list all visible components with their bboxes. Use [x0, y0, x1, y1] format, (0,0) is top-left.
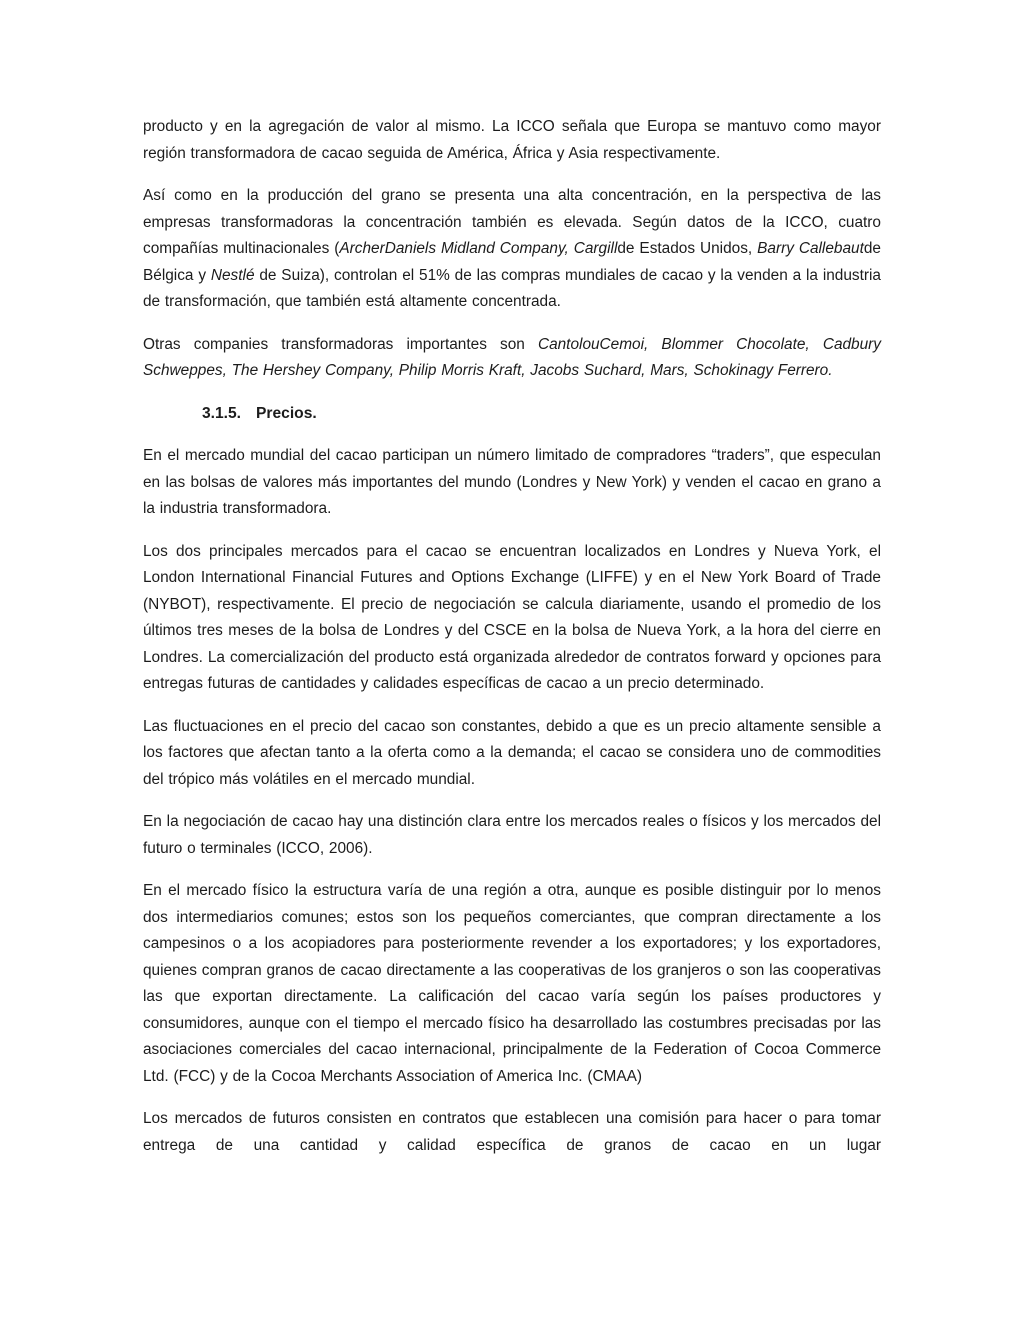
paragraph-8	[143, 878, 881, 1090]
paragraph-4	[143, 443, 881, 523]
paragraph-5	[143, 539, 881, 698]
paragraph-2-run-0: Así como en la producción del grano se presenta una alta concentración, en la perspectiva de las empresas transformadoras la concentración también es elevada. Según datos de la ICCO, cuatro compañías multinacionales (	[143, 187, 881, 257]
paragraph-4-text: En el mercado mundial del cacao participan un número limitado de compradores “traders”, que especulan en las bolsas de valores más importantes del mundo (Londres y New York) y venden el cacao en grano a la industria transformadora.	[143, 447, 881, 517]
paragraph-3-run-0: Otras companies transformadoras importantes son	[143, 335, 538, 353]
paragraph-3	[143, 332, 881, 385]
paragraph-9-text: Los mercados de futuros consisten en contratos que establecen una comisión para hacer o para tomar entrega de una cantidad y calidad específica de granos de cacao en un lugar	[143, 1110, 881, 1154]
paragraph-7-text: En la negociación de cacao hay una distinción clara entre los mercados reales o físicos y los mercados del futuro o terminales (ICCO, 2006).	[143, 813, 881, 857]
section-heading-title: Precios.	[256, 404, 317, 422]
paragraph-2-run-6: de Suiza), controlan el 51% de las compras mundiales de cacao y la venden a la industria de transformación, que también está altamente concentrada.	[143, 266, 881, 310]
paragraph-2-run-3-italic: Barry Callebaut	[757, 240, 864, 257]
paragraph-2-run-2: de Estados Unidos,	[617, 240, 758, 257]
section-heading-number: 3.1.5.	[202, 404, 242, 422]
paragraph-3-run-1-italic: CantolouCemoi, Blommer Chocolate, Cadbury Schweppes, The Hershey Company, Philip Morris Kraft, Jacobs Suchard, Mars, Schokinagy Ferrero.	[143, 335, 881, 379]
paragraph-6-text: Las fluctuaciones en el precio del cacao son constantes, debido a que es un precio altamente sensible a los factores que afectan tanto a la oferta como a la demanda; el cacao se considera uno de commodities del trópico más volátiles en el mercado mundial.	[143, 717, 881, 788]
paragraph-2-run-4: de Bélgica y	[143, 240, 881, 284]
paragraph-2	[143, 183, 881, 316]
paragraph-9	[143, 1106, 881, 1159]
paragraph-6	[143, 714, 881, 794]
paragraph-8-text: En el mercado físico la estructura varía de una región a otra, aunque es posible distinguir por lo menos dos intermediarios comunes; estos son los pequeños comerciantes, que compran directamente a los campesinos o a los acopiadores para posteriormente revender a los exportadores; y los exportadores, quienes compran granos de cacao directamente a las cooperativas de los granjeros o son las cooperativas las que exportan directamente. La calificación del cacao varía según los países productores y consumidores, aunque con el tiempo el mercado físico ha desarrollado las costumbres precisadas por las asociaciones comerciales del cacao internacional, principalmente de la Federation of Cocoa Commerce Ltd. (FCC) y de la Cocoa Merchants Association of America Inc. (CMAA)	[143, 882, 881, 1085]
section-heading	[202, 401, 881, 428]
paragraph-5-text: Los dos principales mercados para el cacao se encuentran localizados en Londres y Nueva York, el London International Financial Futures and Options Exchange (LIFFE) y en el New York Board of Trade (NYBOT), respectivamente. El precio de negociación se calcula diariamente, usando el promedio de los últimos tres meses de la bolsa de Londres y del CSCE en la bolsa de Nueva York, a la hora del cierre en Londres. La comercialización del producto está organizada alrededor de contratos forward y opciones para entregas futuras de cantidades y calidades específicas de cacao a un precio determinado.	[143, 542, 881, 692]
paragraph-2-run-1-italic: ArcherDaniels Midland Company, Cargill	[339, 240, 618, 257]
paragraph-1	[143, 114, 881, 167]
document-body	[143, 114, 881, 1159]
paragraph-1-text: producto y en la agregación de valor al mismo. La ICCO señala que Europa se mantuvo como mayor región transformadora de cacao seguida de América, África y Asia respectivamente.	[143, 118, 881, 162]
paragraph-2-run-5-italic: Nestlé	[210, 266, 255, 284]
paragraph-7	[143, 809, 881, 862]
